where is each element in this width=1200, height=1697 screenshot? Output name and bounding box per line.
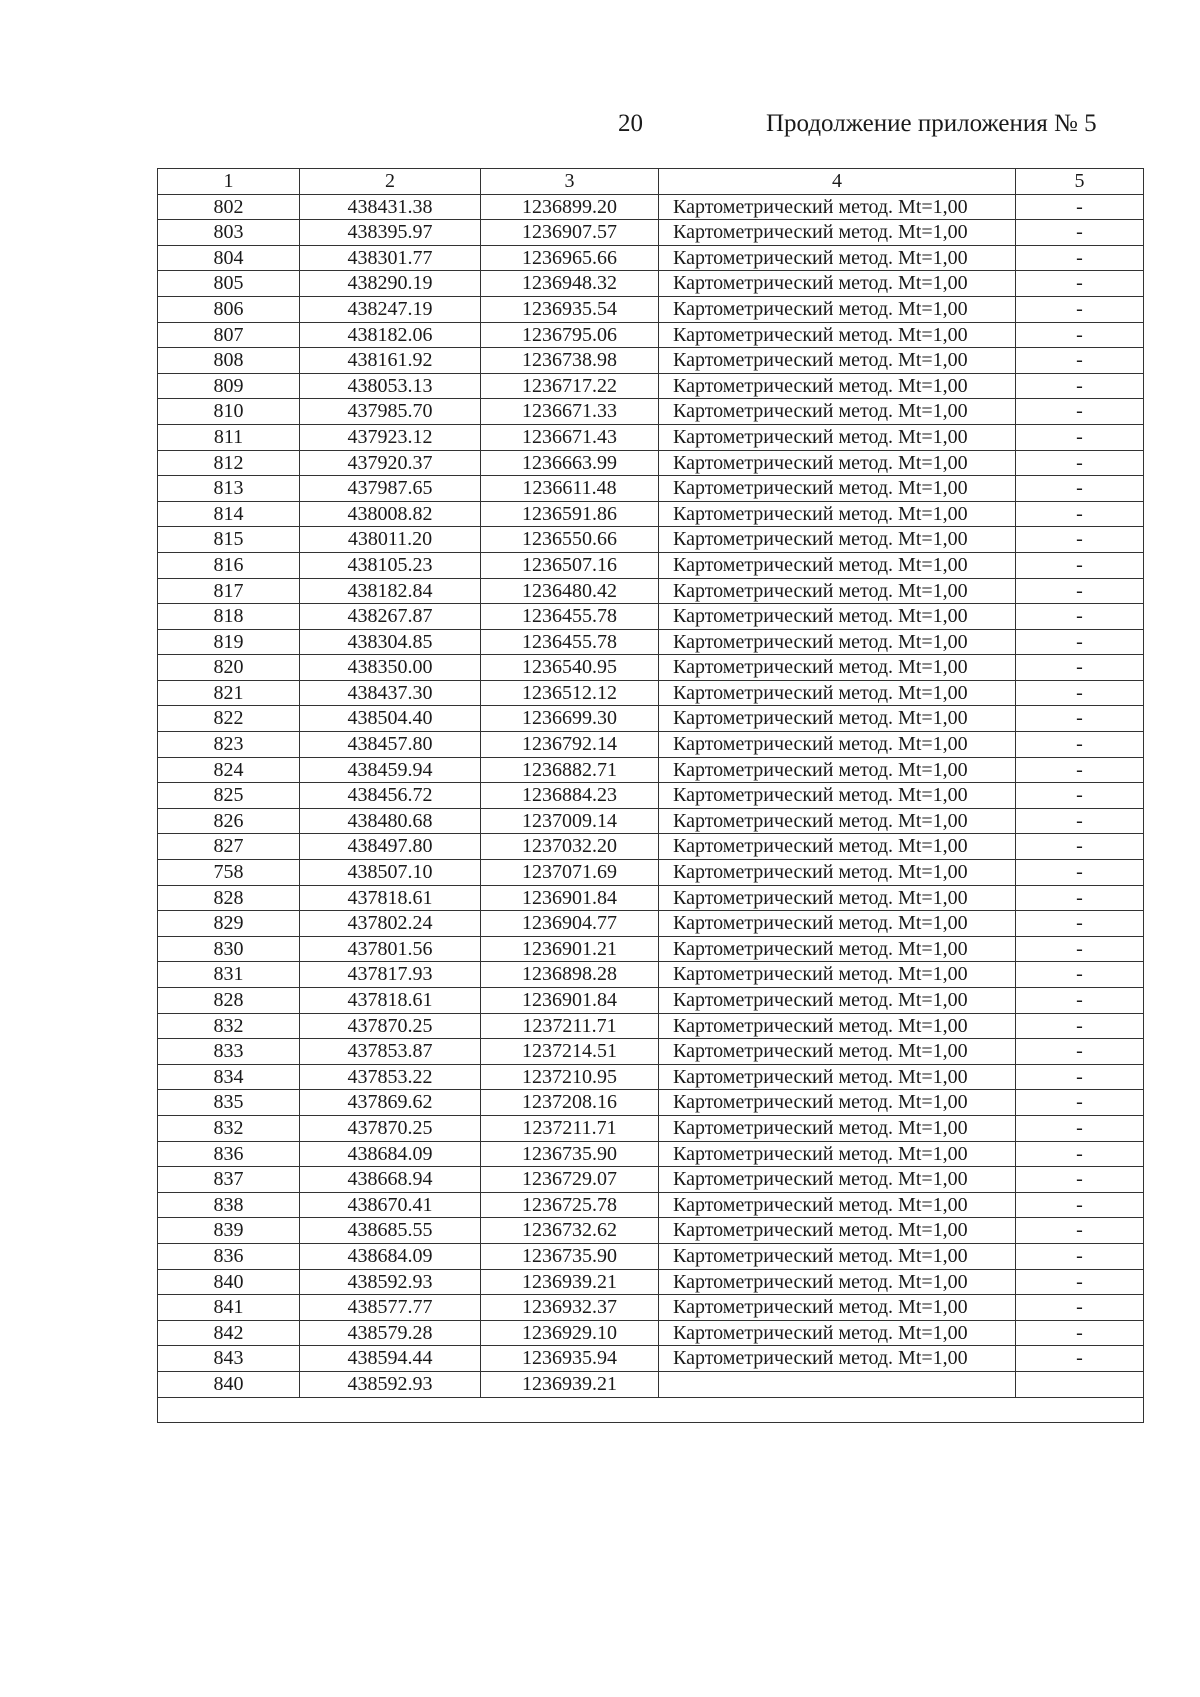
x-coordinate-cell: 438459.94 [300,757,481,783]
table-row [158,860,1144,886]
x-coordinate-cell: 438668.94 [300,1167,481,1193]
x-coordinate-cell: 438161.92 [300,348,481,374]
method-cell: Картометрический метод. Mt=1,00 [659,936,1016,962]
method-cell: Картометрический метод. Mt=1,00 [659,245,1016,271]
x-coordinate-cell: 438684.09 [300,1243,481,1269]
x-coordinate-cell: 438301.77 [300,245,481,271]
y-coordinate-cell: 1236507.16 [481,552,659,578]
point-number-cell: 802 [158,194,300,220]
note-cell: - [1016,1167,1144,1193]
point-number-cell: 839 [158,1218,300,1244]
table-row [158,1039,1144,1065]
method-cell: Картометрический метод. Mt=1,00 [659,1167,1016,1193]
x-coordinate-cell: 438507.10 [300,860,481,886]
note-cell: - [1016,988,1144,1014]
point-number-cell: 825 [158,783,300,809]
method-cell: Картометрический метод. Mt=1,00 [659,860,1016,886]
table-row [158,450,1144,476]
table-row [158,348,1144,374]
table-row [158,501,1144,527]
table-row [158,988,1144,1014]
x-coordinate-cell: 438008.82 [300,501,481,527]
x-coordinate-cell: 438267.87 [300,604,481,630]
method-cell: Картометрический метод. Mt=1,00 [659,1346,1016,1372]
y-coordinate-cell: 1236899.20 [481,194,659,220]
note-cell: - [1016,399,1144,425]
point-number-cell: 833 [158,1039,300,1065]
note-cell: - [1016,1243,1144,1269]
column-header-5: 5 [1016,169,1144,195]
point-number-cell: 819 [158,629,300,655]
y-coordinate-cell: 1236904.77 [481,911,659,937]
y-coordinate-cell: 1236455.78 [481,629,659,655]
method-cell: Картометрический метод. Mt=1,00 [659,450,1016,476]
x-coordinate-cell: 437801.56 [300,936,481,962]
table-row [158,783,1144,809]
table-row [158,1269,1144,1295]
y-coordinate-cell: 1236907.57 [481,220,659,246]
table-row [158,629,1144,655]
point-number-cell: 815 [158,527,300,553]
method-cell: Картометрический метод. Mt=1,00 [659,194,1016,220]
y-coordinate-cell: 1236717.22 [481,373,659,399]
table-row [158,1320,1144,1346]
note-cell: - [1016,1115,1144,1141]
point-number-cell: 836 [158,1141,300,1167]
x-coordinate-cell: 437802.24 [300,911,481,937]
table-row [158,245,1144,271]
x-coordinate-cell: 438182.06 [300,322,481,348]
x-coordinate-cell: 437870.25 [300,1013,481,1039]
point-number-cell: 816 [158,552,300,578]
x-coordinate-cell: 437870.25 [300,1115,481,1141]
table-row [158,271,1144,297]
note-cell: - [1016,1269,1144,1295]
point-number-cell: 832 [158,1013,300,1039]
column-header-4: 4 [659,169,1016,195]
table-row [158,399,1144,425]
table-row [158,1371,1144,1397]
point-number-cell: 832 [158,1115,300,1141]
y-coordinate-cell: 1236540.95 [481,655,659,681]
point-number-cell: 829 [158,911,300,937]
note-cell: - [1016,296,1144,322]
method-cell: Картометрический метод. Mt=1,00 [659,527,1016,553]
point-number-cell: 826 [158,808,300,834]
note-cell: - [1016,1039,1144,1065]
point-number-cell: 836 [158,1243,300,1269]
method-cell [659,1371,1016,1397]
method-cell: Картометрический метод. Mt=1,00 [659,220,1016,246]
point-number-cell: 814 [158,501,300,527]
y-coordinate-cell: 1236663.99 [481,450,659,476]
note-cell: - [1016,706,1144,732]
x-coordinate-cell: 438577.77 [300,1295,481,1321]
y-coordinate-cell: 1236948.32 [481,271,659,297]
point-number-cell: 831 [158,962,300,988]
point-number-cell: 804 [158,245,300,271]
y-coordinate-cell: 1236735.90 [481,1243,659,1269]
x-coordinate-cell: 437920.37 [300,450,481,476]
note-cell: - [1016,1090,1144,1116]
point-number-cell: 842 [158,1320,300,1346]
note-cell: - [1016,271,1144,297]
note-cell: - [1016,1141,1144,1167]
x-coordinate-cell: 438182.84 [300,578,481,604]
y-coordinate-cell: 1236738.98 [481,348,659,374]
y-coordinate-cell: 1236671.33 [481,399,659,425]
point-number-cell: 803 [158,220,300,246]
method-cell: Картометрический метод. Mt=1,00 [659,1064,1016,1090]
note-cell: - [1016,1320,1144,1346]
table-row [158,1115,1144,1141]
method-cell: Картометрический метод. Mt=1,00 [659,271,1016,297]
note-cell: - [1016,527,1144,553]
point-number-cell: 830 [158,936,300,962]
x-coordinate-cell: 438350.00 [300,655,481,681]
x-coordinate-cell: 438684.09 [300,1141,481,1167]
method-cell: Картометрический метод. Mt=1,00 [659,1090,1016,1116]
x-coordinate-cell: 438290.19 [300,271,481,297]
method-cell: Картометрический метод. Mt=1,00 [659,834,1016,860]
table-row [158,885,1144,911]
y-coordinate-cell: 1236699.30 [481,706,659,732]
note-cell: - [1016,1013,1144,1039]
method-cell: Картометрический метод. Mt=1,00 [659,808,1016,834]
y-coordinate-cell: 1236884.23 [481,783,659,809]
point-number-cell: 835 [158,1090,300,1116]
y-coordinate-cell: 1236792.14 [481,732,659,758]
note-cell: - [1016,424,1144,450]
point-number-cell: 809 [158,373,300,399]
table-row [158,1141,1144,1167]
note-cell: - [1016,757,1144,783]
x-coordinate-cell: 437853.22 [300,1064,481,1090]
note-cell: - [1016,1218,1144,1244]
note-cell [1016,1371,1144,1397]
method-cell: Картометрический метод. Mt=1,00 [659,348,1016,374]
method-cell: Картометрический метод. Mt=1,00 [659,476,1016,502]
note-cell: - [1016,501,1144,527]
method-cell: Картометрический метод. Mt=1,00 [659,424,1016,450]
note-cell: - [1016,808,1144,834]
table-row [158,424,1144,450]
appendix-title: Продолжение приложения № 5 [766,110,1097,137]
x-coordinate-cell: 438670.41 [300,1192,481,1218]
point-number-cell: 840 [158,1269,300,1295]
method-cell: Картометрический метод. Mt=1,00 [659,706,1016,732]
point-number-cell: 840 [158,1371,300,1397]
table-row [158,604,1144,630]
y-coordinate-cell: 1237210.95 [481,1064,659,1090]
method-cell: Картометрический метод. Mt=1,00 [659,757,1016,783]
table-row [158,1090,1144,1116]
y-coordinate-cell: 1236965.66 [481,245,659,271]
point-number-cell: 834 [158,1064,300,1090]
note-cell: - [1016,220,1144,246]
table-row [158,1218,1144,1244]
y-coordinate-cell: 1236935.94 [481,1346,659,1372]
y-coordinate-cell: 1236512.12 [481,680,659,706]
note-cell: - [1016,348,1144,374]
y-coordinate-cell: 1236901.21 [481,936,659,962]
y-coordinate-cell: 1236455.78 [481,604,659,630]
y-coordinate-cell: 1236929.10 [481,1320,659,1346]
method-cell: Картометрический метод. Mt=1,00 [659,1141,1016,1167]
point-number-cell: 808 [158,348,300,374]
table-row [158,936,1144,962]
empty-cell [158,1397,1144,1422]
table-row [158,1013,1144,1039]
x-coordinate-cell: 438247.19 [300,296,481,322]
y-coordinate-cell: 1236795.06 [481,322,659,348]
note-cell: - [1016,936,1144,962]
column-header-1: 1 [158,169,300,195]
note-cell: - [1016,1295,1144,1321]
point-number-cell: 813 [158,476,300,502]
table-row [158,373,1144,399]
note-cell: - [1016,885,1144,911]
y-coordinate-cell: 1236732.62 [481,1218,659,1244]
note-cell: - [1016,732,1144,758]
table-row [158,296,1144,322]
note-cell: - [1016,476,1144,502]
header-row [158,169,1144,195]
point-number-cell: 837 [158,1167,300,1193]
method-cell: Картометрический метод. Mt=1,00 [659,680,1016,706]
note-cell: - [1016,604,1144,630]
point-number-cell: 843 [158,1346,300,1372]
x-coordinate-cell: 438053.13 [300,373,481,399]
x-coordinate-cell: 438592.93 [300,1269,481,1295]
table-row [158,834,1144,860]
y-coordinate-cell: 1236898.28 [481,962,659,988]
method-cell: Картометрический метод. Mt=1,00 [659,988,1016,1014]
point-number-cell: 812 [158,450,300,476]
method-cell: Картометрический метод. Mt=1,00 [659,399,1016,425]
point-number-cell: 817 [158,578,300,604]
y-coordinate-cell: 1236725.78 [481,1192,659,1218]
y-coordinate-cell: 1237009.14 [481,808,659,834]
method-cell: Картометрический метод. Mt=1,00 [659,1192,1016,1218]
point-number-cell: 806 [158,296,300,322]
x-coordinate-cell: 438594.44 [300,1346,481,1372]
coordinates-table [157,168,1144,1423]
x-coordinate-cell: 438304.85 [300,629,481,655]
table-row [158,1192,1144,1218]
x-coordinate-cell: 437818.61 [300,885,481,911]
y-coordinate-cell: 1237211.71 [481,1115,659,1141]
y-coordinate-cell: 1237032.20 [481,834,659,860]
table-row [158,680,1144,706]
method-cell: Картометрический метод. Mt=1,00 [659,783,1016,809]
method-cell: Картометрический метод. Mt=1,00 [659,655,1016,681]
y-coordinate-cell: 1237208.16 [481,1090,659,1116]
table-row [158,220,1144,246]
x-coordinate-cell: 438011.20 [300,527,481,553]
point-number-cell: 821 [158,680,300,706]
x-coordinate-cell: 437923.12 [300,424,481,450]
y-coordinate-cell: 1236591.86 [481,501,659,527]
table-row [158,1346,1144,1372]
method-cell: Картометрический метод. Mt=1,00 [659,578,1016,604]
note-cell: - [1016,962,1144,988]
point-number-cell: 818 [158,604,300,630]
table-row [158,706,1144,732]
note-cell: - [1016,552,1144,578]
table-row [158,578,1144,604]
y-coordinate-cell: 1236735.90 [481,1141,659,1167]
x-coordinate-cell: 438480.68 [300,808,481,834]
method-cell: Картометрический метод. Mt=1,00 [659,501,1016,527]
table-header [158,169,1144,195]
method-cell: Картометрический метод. Mt=1,00 [659,552,1016,578]
note-cell: - [1016,194,1144,220]
y-coordinate-cell: 1236932.37 [481,1295,659,1321]
y-coordinate-cell: 1236550.66 [481,527,659,553]
y-coordinate-cell: 1236939.21 [481,1371,659,1397]
note-cell: - [1016,783,1144,809]
y-coordinate-cell: 1237214.51 [481,1039,659,1065]
table-row [158,1295,1144,1321]
point-number-cell: 824 [158,757,300,783]
table-body [158,194,1144,1422]
y-coordinate-cell: 1236480.42 [481,578,659,604]
note-cell: - [1016,629,1144,655]
page-number: 20 [618,110,643,137]
x-coordinate-cell: 438497.80 [300,834,481,860]
x-coordinate-cell: 438457.80 [300,732,481,758]
method-cell: Картометрический метод. Mt=1,00 [659,1243,1016,1269]
method-cell: Картометрический метод. Mt=1,00 [659,604,1016,630]
point-number-cell: 822 [158,706,300,732]
point-number-cell: 758 [158,860,300,886]
method-cell: Картометрический метод. Mt=1,00 [659,962,1016,988]
point-number-cell: 827 [158,834,300,860]
x-coordinate-cell: 438456.72 [300,783,481,809]
y-coordinate-cell: 1236729.07 [481,1167,659,1193]
note-cell: - [1016,1346,1144,1372]
note-cell: - [1016,1192,1144,1218]
point-number-cell: 820 [158,655,300,681]
table-row [158,1243,1144,1269]
empty-table-row [158,1397,1144,1422]
x-coordinate-cell: 438431.38 [300,194,481,220]
x-coordinate-cell: 437817.93 [300,962,481,988]
y-coordinate-cell: 1237071.69 [481,860,659,886]
y-coordinate-cell: 1236901.84 [481,988,659,1014]
x-coordinate-cell: 438685.55 [300,1218,481,1244]
note-cell: - [1016,911,1144,937]
point-number-cell: 810 [158,399,300,425]
method-cell: Картометрический метод. Mt=1,00 [659,1269,1016,1295]
y-coordinate-cell: 1236901.84 [481,885,659,911]
point-number-cell: 805 [158,271,300,297]
point-number-cell: 807 [158,322,300,348]
y-coordinate-cell: 1236671.43 [481,424,659,450]
table-row [158,808,1144,834]
note-cell: - [1016,578,1144,604]
x-coordinate-cell: 437985.70 [300,399,481,425]
table-row [158,655,1144,681]
method-cell: Картометрический метод. Mt=1,00 [659,885,1016,911]
method-cell: Картометрический метод. Mt=1,00 [659,1320,1016,1346]
method-cell: Картометрический метод. Mt=1,00 [659,629,1016,655]
table-row [158,732,1144,758]
x-coordinate-cell: 437853.87 [300,1039,481,1065]
method-cell: Картометрический метод. Mt=1,00 [659,1115,1016,1141]
y-coordinate-cell: 1236882.71 [481,757,659,783]
x-coordinate-cell: 438395.97 [300,220,481,246]
column-header-3: 3 [481,169,659,195]
table-row [158,527,1144,553]
point-number-cell: 811 [158,424,300,450]
method-cell: Картометрический метод. Mt=1,00 [659,296,1016,322]
y-coordinate-cell: 1236611.48 [481,476,659,502]
note-cell: - [1016,834,1144,860]
x-coordinate-cell: 438504.40 [300,706,481,732]
method-cell: Картометрический метод. Mt=1,00 [659,1295,1016,1321]
point-number-cell: 828 [158,885,300,911]
method-cell: Картометрический метод. Mt=1,00 [659,732,1016,758]
x-coordinate-cell: 438105.23 [300,552,481,578]
point-number-cell: 838 [158,1192,300,1218]
note-cell: - [1016,860,1144,886]
table-row [158,962,1144,988]
method-cell: Картометрический метод. Mt=1,00 [659,1218,1016,1244]
note-cell: - [1016,322,1144,348]
x-coordinate-cell: 437987.65 [300,476,481,502]
x-coordinate-cell: 438579.28 [300,1320,481,1346]
table-row [158,1064,1144,1090]
y-coordinate-cell: 1236939.21 [481,1269,659,1295]
point-number-cell: 841 [158,1295,300,1321]
note-cell: - [1016,450,1144,476]
table-row [158,757,1144,783]
table-row [158,476,1144,502]
table-row [158,1167,1144,1193]
point-number-cell: 828 [158,988,300,1014]
point-number-cell: 823 [158,732,300,758]
note-cell: - [1016,680,1144,706]
note-cell: - [1016,655,1144,681]
method-cell: Картометрический метод. Mt=1,00 [659,911,1016,937]
table-row [158,911,1144,937]
method-cell: Картометрический метод. Mt=1,00 [659,1039,1016,1065]
y-coordinate-cell: 1237211.71 [481,1013,659,1039]
column-header-2: 2 [300,169,481,195]
table-row [158,322,1144,348]
note-cell: - [1016,245,1144,271]
y-coordinate-cell: 1236935.54 [481,296,659,322]
table-row [158,194,1144,220]
note-cell: - [1016,1064,1144,1090]
x-coordinate-cell: 438592.93 [300,1371,481,1397]
table-row [158,552,1144,578]
note-cell: - [1016,373,1144,399]
x-coordinate-cell: 438437.30 [300,680,481,706]
x-coordinate-cell: 437818.61 [300,988,481,1014]
method-cell: Картометрический метод. Mt=1,00 [659,373,1016,399]
x-coordinate-cell: 437869.62 [300,1090,481,1116]
method-cell: Картометрический метод. Mt=1,00 [659,1013,1016,1039]
method-cell: Картометрический метод. Mt=1,00 [659,322,1016,348]
